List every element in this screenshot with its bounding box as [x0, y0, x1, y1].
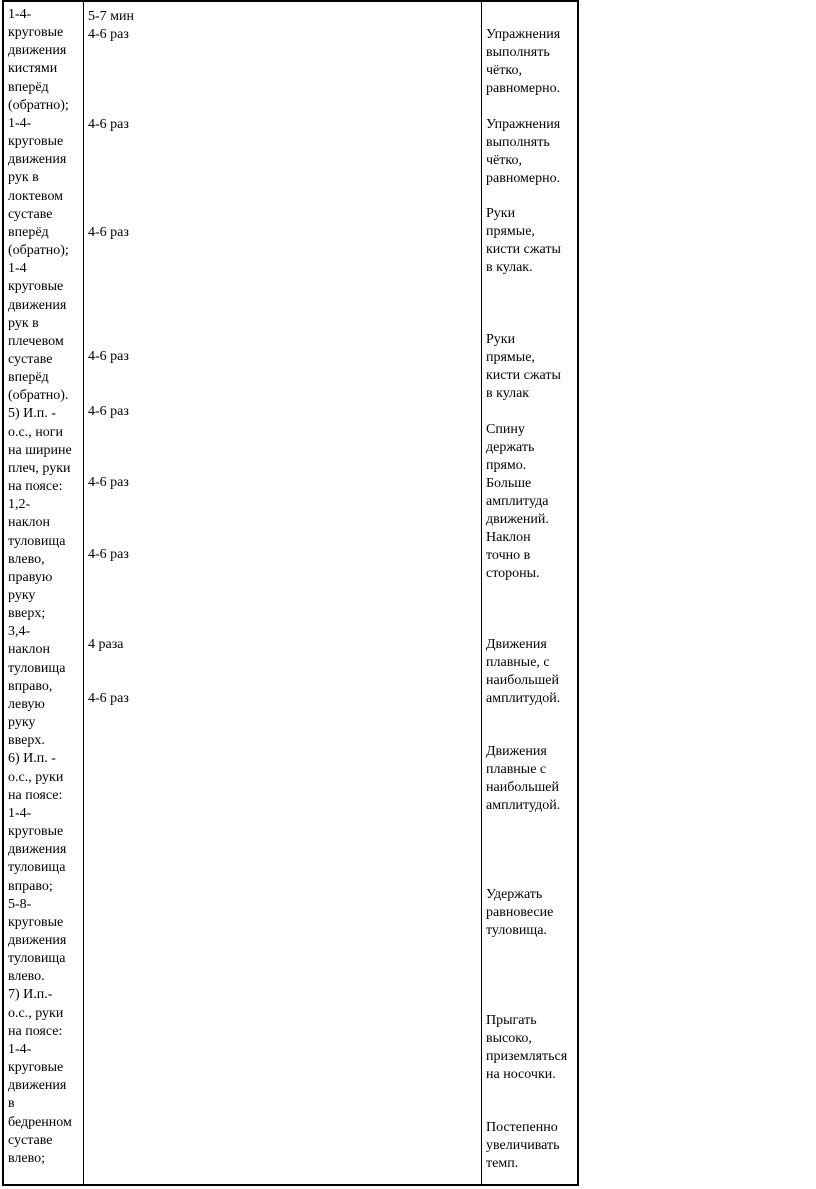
- exercise-line: рук в: [8, 315, 39, 331]
- dosage-entry: 5-7 мин: [88, 9, 135, 24]
- note-block: [486, 743, 560, 815]
- note-block: [486, 886, 553, 940]
- note-line: плавные, с: [486, 655, 550, 670]
- exercise-line: круговые: [8, 824, 64, 840]
- exercise-line: движения: [8, 43, 67, 59]
- exercise-line: круговые: [8, 25, 64, 41]
- note-line: Упражнения: [486, 27, 561, 42]
- exercise-line: (обратно);: [8, 243, 69, 259]
- note-line: Движения: [486, 744, 547, 759]
- note-line: выполнять: [486, 45, 550, 60]
- exercise-line: наклон: [8, 642, 50, 658]
- exercise-line: 1-4-: [8, 1041, 32, 1057]
- exercise-line: вверх;: [8, 606, 46, 622]
- note-line: точно в: [486, 548, 531, 563]
- note-line: Руки: [486, 332, 516, 347]
- exercise-line: левую: [8, 696, 45, 712]
- exercise-line: движения: [8, 842, 67, 858]
- dosage-entry: 4-6 раз: [88, 547, 129, 562]
- exercise-line: о.с., руки: [8, 1005, 64, 1021]
- note-line: приземляться: [486, 1049, 568, 1064]
- exercise-line: 1-4-: [8, 115, 32, 131]
- note-line: в кулак: [486, 386, 530, 401]
- exercise-line: о.с., руки: [8, 769, 64, 785]
- note-line: амплитуда: [486, 494, 549, 509]
- exercise-line: кистями: [8, 61, 58, 77]
- exercise-line: влево,: [8, 551, 45, 567]
- note-line: Наклон: [486, 530, 531, 545]
- note-line: чётко,: [486, 153, 522, 168]
- note-line: чётко,: [486, 63, 522, 78]
- exercise-line: туловища: [8, 860, 66, 876]
- dosage-entry: 4-6 раз: [88, 225, 129, 240]
- exercise-line: туловища: [8, 533, 66, 549]
- dosage-entry: 4-6 раз: [88, 27, 129, 42]
- note-line: высоко,: [486, 1031, 532, 1046]
- exercise-line: круговые: [8, 914, 64, 930]
- note-line: стороны.: [486, 566, 540, 581]
- exercise-line: 6) И.п. -: [8, 751, 56, 767]
- note-line: выполнять: [486, 135, 550, 150]
- exercise-line: вправо;: [8, 878, 53, 894]
- dosage-entry: 4-6 раз: [88, 475, 129, 490]
- note-line: туловища.: [486, 923, 547, 938]
- exercise-line: вперёд: [8, 224, 49, 240]
- exercise-line: суставе: [8, 1132, 53, 1148]
- exercise-line: 5-8-: [8, 896, 32, 912]
- note-line: Спину: [486, 422, 525, 437]
- note-line: кисти сжаты: [486, 242, 561, 257]
- note-line: Движения: [486, 637, 547, 652]
- exercise-line: 1-4-: [8, 7, 32, 22]
- exercise-line: 3,4-: [8, 624, 31, 640]
- exercise-line: бедренном: [8, 1114, 72, 1130]
- notes-cell: [482, 2, 579, 1184]
- exercise-line: на поясе:: [8, 787, 63, 803]
- exercise-line: вперёд: [8, 79, 49, 95]
- exercise-line: движения: [8, 1078, 67, 1094]
- note-line: Постепенно: [486, 1120, 558, 1135]
- note-block: [486, 26, 560, 98]
- exercise-line: в: [8, 1096, 15, 1112]
- exercise-line: о.с., ноги: [8, 424, 63, 440]
- exercise-line: руку: [8, 715, 36, 731]
- note-block: [486, 331, 561, 403]
- note-line: Руки: [486, 206, 516, 221]
- exercise-line: 1-4: [8, 261, 27, 277]
- exercise-line: движения: [8, 297, 67, 313]
- exercise-line: на ширине: [8, 442, 72, 458]
- note-line: равновесие: [486, 905, 554, 920]
- exercise-line: туловища: [8, 951, 66, 967]
- exercise-line: 1-4-: [8, 805, 32, 821]
- note-line: Упражнения: [486, 117, 561, 132]
- exercise-line: плечевом: [8, 333, 64, 349]
- exercise-line: правую: [8, 569, 53, 585]
- exercise-line: суставе: [8, 206, 53, 222]
- note-line: в кулак.: [486, 260, 533, 275]
- dosage-entry: 4-6 раз: [88, 349, 129, 364]
- exercise-line: 5) И.п. -: [8, 406, 56, 422]
- exercise-line: (обратно);: [8, 97, 69, 113]
- note-block: [486, 421, 549, 583]
- dosage-cell: [84, 2, 481, 1184]
- note-line: плавные с: [486, 762, 547, 777]
- note-line: прямые,: [486, 350, 535, 365]
- note-block: [486, 205, 561, 277]
- note-line: темп.: [486, 1156, 519, 1171]
- note-block: [486, 1119, 560, 1173]
- exercise-line: 1,2-: [8, 497, 31, 513]
- exercise-line: вверх.: [8, 733, 45, 749]
- exercise-line: рук в: [8, 170, 39, 186]
- exercise-line: на поясе:: [8, 1023, 63, 1039]
- note-block: [486, 116, 560, 188]
- dosage-entry: 4-6 раз: [88, 404, 129, 419]
- note-block: [486, 636, 560, 708]
- note-line: увеличивать: [486, 1138, 560, 1153]
- exercise-description-cell: [4, 2, 83, 1184]
- exercise-line: круговые: [8, 1060, 64, 1076]
- exercise-line: круговые: [8, 134, 64, 150]
- note-block: [486, 1012, 567, 1084]
- note-line: на носочки.: [486, 1067, 556, 1082]
- note-line: Больше: [486, 476, 532, 491]
- exercise-line: вправо,: [8, 678, 53, 694]
- exercise-line: круговые: [8, 279, 64, 295]
- note-line: прямо.: [486, 458, 527, 473]
- note-line: движений.: [486, 512, 549, 527]
- dosage-entry: 4-6 раз: [88, 117, 129, 132]
- note-line: Прыгать: [486, 1013, 537, 1028]
- note-line: наибольшей: [486, 673, 559, 688]
- exercise-line: на поясе:: [8, 479, 63, 495]
- note-line: кисти сжаты: [486, 368, 561, 383]
- exercise-line: движения: [8, 932, 67, 948]
- exercise-line: суставе: [8, 351, 53, 367]
- exercise-table: [2, 0, 579, 1186]
- note-line: равномерно.: [486, 81, 561, 96]
- exercise-line: наклон: [8, 515, 50, 531]
- note-line: амплитудой.: [486, 798, 561, 813]
- note-line: равномерно.: [486, 171, 561, 186]
- exercise-line: туловища: [8, 660, 66, 676]
- exercise-line: плеч, руки: [8, 460, 71, 476]
- note-line: прямые,: [486, 224, 535, 239]
- exercise-line: вперёд: [8, 370, 49, 386]
- exercise-line: руку: [8, 588, 36, 603]
- exercise-line: движения: [8, 152, 67, 168]
- note-line: амплитудой.: [486, 691, 561, 706]
- exercise-line: локтевом: [8, 188, 64, 204]
- exercise-line: влево.: [8, 969, 45, 985]
- exercise-line: 7) И.п.-: [8, 987, 53, 1003]
- exercise-line: влево;: [8, 1150, 46, 1166]
- dosage-entry: 4-6 раз: [88, 691, 129, 706]
- dosage-entry: 4 раза: [88, 637, 124, 652]
- note-line: Удержать: [486, 887, 543, 902]
- exercise-line: (обратно).: [8, 388, 69, 404]
- note-line: держать: [486, 440, 535, 455]
- note-line: наибольшей: [486, 780, 559, 795]
